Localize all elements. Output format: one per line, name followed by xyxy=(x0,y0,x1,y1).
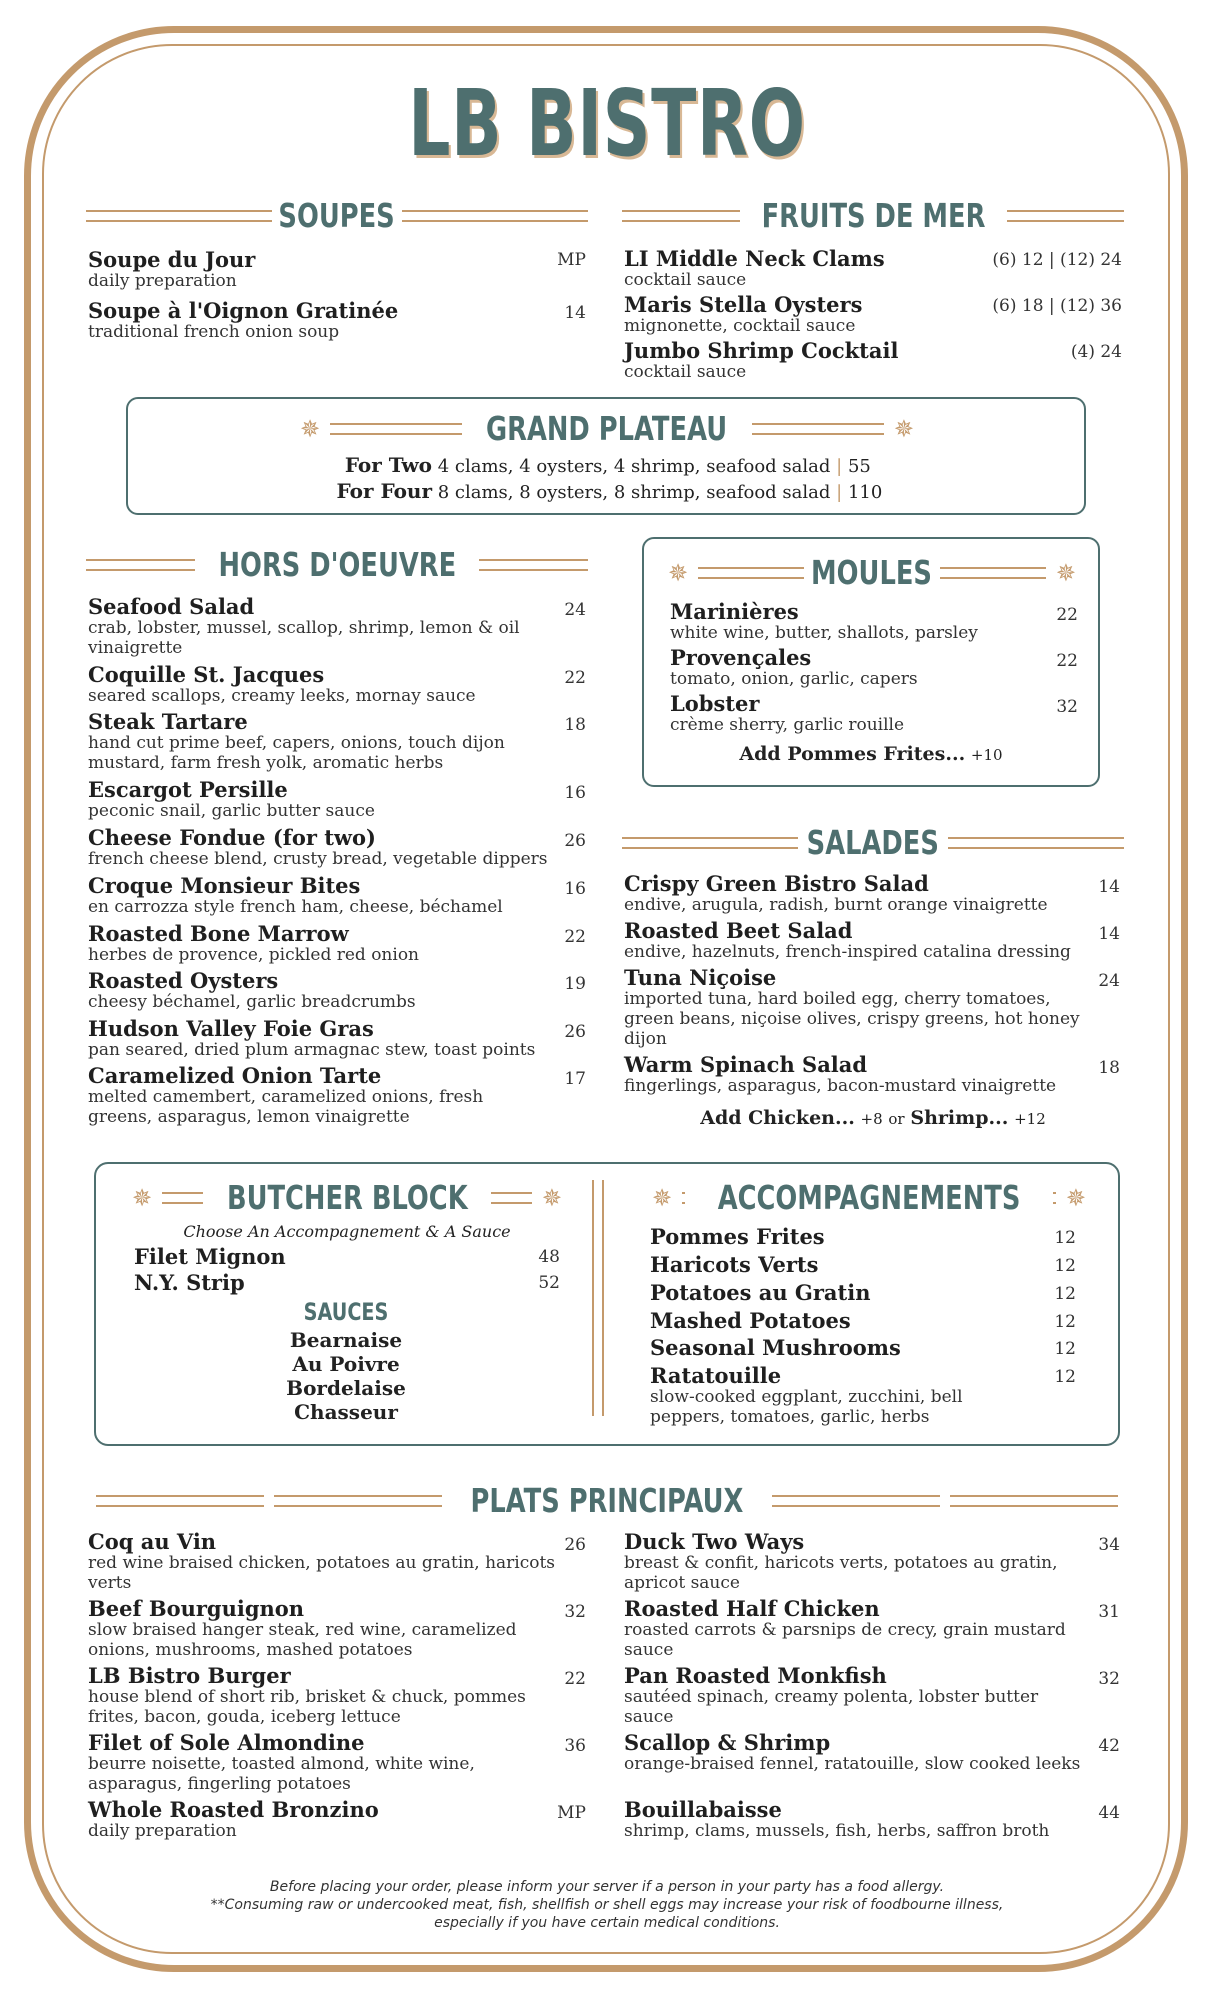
item-name: Jumbo Shrimp Cocktail xyxy=(624,338,899,363)
consumption-warning: **Consuming raw or undercooked meat, fish, shellfish or shell eggs may increase your risk of foodbourne illness, xyxy=(210,1897,1004,1913)
item-name: Roasted Bone Marrow xyxy=(88,921,349,946)
menu-item xyxy=(670,692,1010,735)
menu-item xyxy=(88,969,558,1012)
item-desc: traditional french onion soup xyxy=(88,322,340,342)
ornament-icon: ✵ xyxy=(541,1183,562,1212)
item-price: (6) 12 | (12) 24 xyxy=(992,250,1122,270)
item-price: 16 xyxy=(564,879,586,899)
plateau-row: For Two 4 clams, 4 oysters, 4 shrimp, seafood salad | 55 xyxy=(320,453,920,479)
allergy-note: Before placing your order, please inform your server if a person in your party has a food allergy. xyxy=(269,1879,945,1895)
menu-item xyxy=(88,778,558,821)
item-name: Seafood Salad xyxy=(88,594,255,619)
item-desc: roasted carrots & parsnips de crecy, grain mustard sauce xyxy=(624,1620,1066,1660)
item-name: Potatoes au Gratin xyxy=(650,1280,871,1305)
item-desc: seared scallops, creamy leeks, mornay sauce xyxy=(88,686,476,706)
item-desc: peconic snail, garlic butter sauce xyxy=(88,801,375,821)
item-price: 32 xyxy=(1098,1669,1120,1689)
addon-label: Shrimp... xyxy=(910,1107,1009,1129)
addon-price: +10 xyxy=(970,746,1003,764)
menu-item xyxy=(134,1271,434,1294)
item-desc: melted camembert, caramelized onions, fresh greens, asparagus, lemon vinaigrette xyxy=(88,1087,484,1127)
item-desc: french cheese blend, crusty bread, vegetable dippers xyxy=(88,849,548,869)
addon-label: Add Chicken... xyxy=(700,1107,855,1129)
addon-label: Add Pommes Frites... xyxy=(739,743,966,765)
item-desc: endive, hazelnuts, french-inspired catalina dressing xyxy=(624,942,1071,962)
item-name: Coquille St. Jacques xyxy=(88,662,325,687)
item-price: 52 xyxy=(538,1273,560,1293)
fruits-de-mer-header xyxy=(622,196,1124,235)
hors-doeuvre-header xyxy=(86,545,588,584)
menu-item xyxy=(670,600,1010,643)
item-price: 34 xyxy=(1098,1535,1120,1555)
moules-heading: MOULES xyxy=(811,553,933,592)
item-name: Crispy Green Bistro Salad xyxy=(624,871,929,896)
item-name: Beef Bourguignon xyxy=(88,1596,305,1621)
ornament-icon: ✵ xyxy=(1065,1183,1086,1212)
plateau-label: For Two xyxy=(344,453,432,477)
item-name: Cheese Fondue (for two) xyxy=(88,825,376,850)
menu-item xyxy=(650,1281,1010,1304)
item-name: Soupe à l'Oignon Gratinée xyxy=(88,298,399,323)
addon-price: +12 xyxy=(1014,1110,1046,1128)
item-desc: hand cut prime beef, capers, onions, touch dijon mustard, farm fresh yolk, aromatic herbs xyxy=(88,733,505,773)
item-name: Whole Roasted Bronzino xyxy=(88,1797,379,1822)
item-name: Scallop & Shrimp xyxy=(624,1730,831,1755)
item-price: MP xyxy=(557,250,586,270)
item-price: MP xyxy=(557,1803,586,1823)
menu-item xyxy=(88,1664,538,1727)
item-price: 26 xyxy=(564,831,586,851)
hors-doeuvre-heading: HORS D'OEUVRE xyxy=(218,545,456,584)
item-price: 14 xyxy=(1098,877,1120,897)
sauces-heading: SAUCES xyxy=(303,1298,389,1326)
item-price: 31 xyxy=(1098,1602,1120,1622)
item-name: Lobster xyxy=(670,691,760,716)
plateau-label: For Four xyxy=(336,479,432,503)
item-price: 42 xyxy=(1098,1736,1120,1756)
item-name: Mashed Potatoes xyxy=(650,1308,851,1333)
moules-addon xyxy=(642,743,1100,765)
item-price: 12 xyxy=(1054,1256,1076,1276)
menu-item xyxy=(650,1364,1010,1427)
menu-item xyxy=(624,339,964,382)
menu-item xyxy=(624,872,1104,915)
menu-item xyxy=(88,1798,538,1841)
divider xyxy=(602,1180,604,1416)
item-name: Tuna Niçoise xyxy=(624,965,777,990)
grand-plateau-rows xyxy=(320,453,920,505)
menu-item xyxy=(88,922,558,965)
butcher-block-header xyxy=(132,1178,562,1217)
butcher-subtitle: Choose An Accompagnement & A Sauce xyxy=(183,1222,511,1241)
menu-item xyxy=(88,299,528,342)
sauce-item: Chasseur xyxy=(294,1400,398,1424)
plateau-row: For Four 8 clams, 8 oysters, 8 shrimp, seafood salad | 110 xyxy=(320,479,920,505)
grand-plateau-header xyxy=(300,409,914,448)
menu-item xyxy=(624,966,1094,1049)
menu-item xyxy=(88,874,558,917)
grand-plateau-heading: GRAND PLATEAU xyxy=(486,409,728,448)
item-desc: breast & confit, haricots verts, potatoes au gratin, apricot sauce xyxy=(624,1553,1058,1593)
item-name: Roasted Beet Salad xyxy=(624,918,853,943)
item-desc: shrimp, clams, mussels, fish, herbs, saffron broth xyxy=(624,1821,1050,1841)
ornament-icon: ✵ xyxy=(132,1183,153,1212)
item-price: 12 xyxy=(1054,1367,1076,1387)
item-price: 48 xyxy=(538,1247,560,1267)
item-desc: cocktail sauce xyxy=(624,270,747,290)
item-desc: house blend of short rib, brisket & chuck, pommes frites, bacon, gouda, iceberg lettuce xyxy=(88,1687,526,1727)
menu-item xyxy=(88,248,528,291)
item-desc: herbes de provence, pickled red onion xyxy=(88,945,420,965)
item-price: 18 xyxy=(564,715,586,735)
item-desc: white wine, butter, shallots, parsley xyxy=(670,623,978,643)
item-name: Hudson Valley Foie Gras xyxy=(88,1016,374,1041)
accompagnements-header xyxy=(652,1178,1086,1217)
ornament-icon: ✵ xyxy=(668,558,689,587)
soupes-heading: SOUPES xyxy=(278,196,396,235)
item-name: Coq au Vin xyxy=(88,1529,217,1554)
menu-item xyxy=(88,1064,528,1127)
item-desc: daily preparation xyxy=(88,271,237,291)
item-desc: daily preparation xyxy=(88,1821,237,1841)
item-desc: sautéed spinach, creamy polenta, lobster butter sauce xyxy=(624,1687,1039,1727)
item-name: Haricots Verts xyxy=(650,1252,819,1277)
fruits-de-mer-heading: FRUITS DE MER xyxy=(761,196,985,235)
item-name: Pan Roasted Monkfish xyxy=(624,1663,887,1688)
item-price: 12 xyxy=(1054,1284,1076,1304)
plateau-price: 55 xyxy=(847,456,871,477)
item-name: Escargot Persille xyxy=(88,777,288,802)
plateau-desc: 8 clams, 8 oysters, 8 shrimp, seafood salad xyxy=(437,482,831,503)
menu-item xyxy=(134,1245,434,1268)
menu-item xyxy=(88,1530,558,1593)
menu-item xyxy=(624,247,964,290)
item-desc: cheesy béchamel, garlic breadcrumbs xyxy=(88,992,416,1012)
item-price: 26 xyxy=(564,1535,586,1555)
item-desc: pan seared, dried plum armagnac stew, toast points xyxy=(88,1040,536,1060)
item-desc: mignonette, cocktail sauce xyxy=(624,316,856,336)
item-desc: slow braised hanger steak, red wine, caramelized onions, mushrooms, mashed potatoes xyxy=(88,1620,517,1660)
item-price: 44 xyxy=(1098,1803,1120,1823)
item-name: Maris Stella Oysters xyxy=(624,292,863,317)
item-name: Ratatouille xyxy=(650,1363,782,1388)
plateau-price: 110 xyxy=(847,482,883,503)
item-price: 14 xyxy=(564,303,586,323)
item-name: N.Y. Strip xyxy=(134,1270,245,1295)
item-price: 16 xyxy=(564,783,586,803)
menu-item xyxy=(88,1597,538,1660)
item-price: 22 xyxy=(564,927,586,947)
item-price: 22 xyxy=(1056,651,1078,671)
menu-item xyxy=(650,1253,1010,1276)
item-desc: red wine braised chicken, potatoes au gratin, haricots verts xyxy=(88,1553,556,1593)
item-name: Filet of Sole Almondine xyxy=(88,1730,365,1755)
item-price: 32 xyxy=(564,1602,586,1622)
item-name: Provençales xyxy=(670,645,812,670)
menu-item xyxy=(650,1336,1010,1359)
item-desc: crème sherry, garlic rouille xyxy=(670,715,905,735)
menu-item xyxy=(88,1731,538,1794)
item-price: 17 xyxy=(564,1069,586,1089)
item-name: Marinières xyxy=(670,599,799,624)
divider xyxy=(592,1180,594,1416)
soupes-header xyxy=(86,196,588,235)
item-price: 12 xyxy=(1054,1228,1076,1248)
sauce-item: Bordelaise xyxy=(286,1376,406,1400)
item-name: Roasted Half Chicken xyxy=(624,1596,880,1621)
menu-item xyxy=(650,1225,1010,1248)
menu-item xyxy=(624,1731,1084,1774)
menu-item xyxy=(624,1798,1084,1841)
item-name: LI Middle Neck Clams xyxy=(624,246,885,271)
item-price: 14 xyxy=(1098,924,1120,944)
item-name: Bouillabaisse xyxy=(624,1797,782,1822)
plats-principaux-heading: PLATS PRINCIPAUX xyxy=(470,1481,744,1520)
item-price: 22 xyxy=(1056,605,1078,625)
item-price: 24 xyxy=(1098,971,1120,991)
item-price: (4) 24 xyxy=(1070,342,1122,362)
menu-item xyxy=(624,1053,1094,1096)
item-desc: tomato, onion, garlic, capers xyxy=(670,669,918,689)
item-name: Caramelized Onion Tarte xyxy=(88,1063,382,1088)
ornament-icon: ✵ xyxy=(652,1183,673,1212)
item-desc: crab, lobster, mussel, scallop, shrimp, lemon & oil vinaigrette xyxy=(88,618,520,658)
item-desc: fingerlings, asparagus, bacon-mustard vinaigrette xyxy=(624,1076,1057,1096)
menu-item xyxy=(624,293,964,336)
restaurant-title: LB BISTRO xyxy=(408,70,806,177)
item-name: Filet Mignon xyxy=(134,1244,286,1269)
accompagnements-heading: ACCOMPAGNEMENTS xyxy=(717,1178,1021,1217)
menu-item xyxy=(88,595,558,658)
salades-header xyxy=(622,823,1124,862)
sauce-item: Bearnaise xyxy=(289,1328,403,1352)
item-name: Roasted Oysters xyxy=(88,968,279,993)
menu-item xyxy=(624,1530,1084,1593)
item-price: 12 xyxy=(1054,1312,1076,1332)
moules-header xyxy=(668,553,1076,592)
item-name: Soupe du Jour xyxy=(88,247,256,272)
addon-price: +8 xyxy=(860,1110,883,1128)
item-desc: imported tuna, hard boiled egg, cherry tomatoes, green beans, niçoise olives, crispy greens, hot honey dijon xyxy=(624,989,1080,1049)
sauce-item: Au Poivre xyxy=(292,1352,400,1376)
butcher-block-heading: BUTCHER BLOCK xyxy=(226,1178,468,1217)
consumption-warning-cont: especially if you have certain medical conditions. xyxy=(434,1915,780,1931)
menu-item xyxy=(650,1309,1010,1332)
item-price: 18 xyxy=(1098,1058,1120,1078)
item-price: 22 xyxy=(564,668,586,688)
ornament-icon: ✵ xyxy=(1055,558,1076,587)
item-price: 32 xyxy=(1056,697,1078,717)
item-price: 24 xyxy=(564,600,586,620)
menu-item xyxy=(670,646,1010,689)
item-desc: en carrozza style french ham, cheese, béchamel xyxy=(88,897,503,917)
item-name: Pommes Frites xyxy=(650,1224,825,1249)
item-name: Croque Monsieur Bites xyxy=(88,873,361,898)
menu-item xyxy=(88,1017,558,1060)
menu-item xyxy=(88,663,558,706)
menu-item xyxy=(88,826,568,869)
item-desc: slow-cooked eggplant, zucchini, bell peppers, tomatoes, garlic, herbs xyxy=(650,1387,963,1427)
item-desc: beurre noisette, toasted almond, white wine, asparagus, fingerling potatoes xyxy=(88,1754,475,1794)
addon-or: or xyxy=(888,1110,905,1128)
item-price: 12 xyxy=(1054,1339,1076,1359)
item-price: 26 xyxy=(564,1022,586,1042)
item-desc: cocktail sauce xyxy=(624,362,747,382)
plats-principaux-header xyxy=(96,1481,1118,1520)
item-name: LB Bistro Burger xyxy=(88,1663,291,1688)
ornament-icon: ✵ xyxy=(300,414,321,443)
menu-item xyxy=(88,710,558,773)
item-name: Warm Spinach Salad xyxy=(624,1052,868,1077)
item-price: 36 xyxy=(564,1736,586,1756)
menu-item xyxy=(624,1664,1084,1727)
ornament-icon: ✵ xyxy=(893,414,915,443)
salades-heading: SALADES xyxy=(806,823,940,862)
item-name: Duck Two Ways xyxy=(624,1529,805,1554)
plateau-desc: 4 clams, 4 oysters, 4 shrimp, seafood salad xyxy=(437,456,831,477)
menu-item xyxy=(624,1597,1084,1660)
salades-addon xyxy=(622,1107,1124,1129)
menu-item xyxy=(624,919,1104,962)
item-price: 19 xyxy=(564,974,586,994)
item-desc: endive, arugula, radish, burnt orange vinaigrette xyxy=(624,895,1048,915)
item-price: (6) 18 | (12) 36 xyxy=(992,296,1122,316)
item-desc: orange-braised fennel, ratatouille, slow cooked leeks xyxy=(624,1754,1081,1774)
item-name: Steak Tartare xyxy=(88,709,248,734)
item-name: Seasonal Mushrooms xyxy=(650,1335,901,1360)
item-price: 22 xyxy=(564,1669,586,1689)
